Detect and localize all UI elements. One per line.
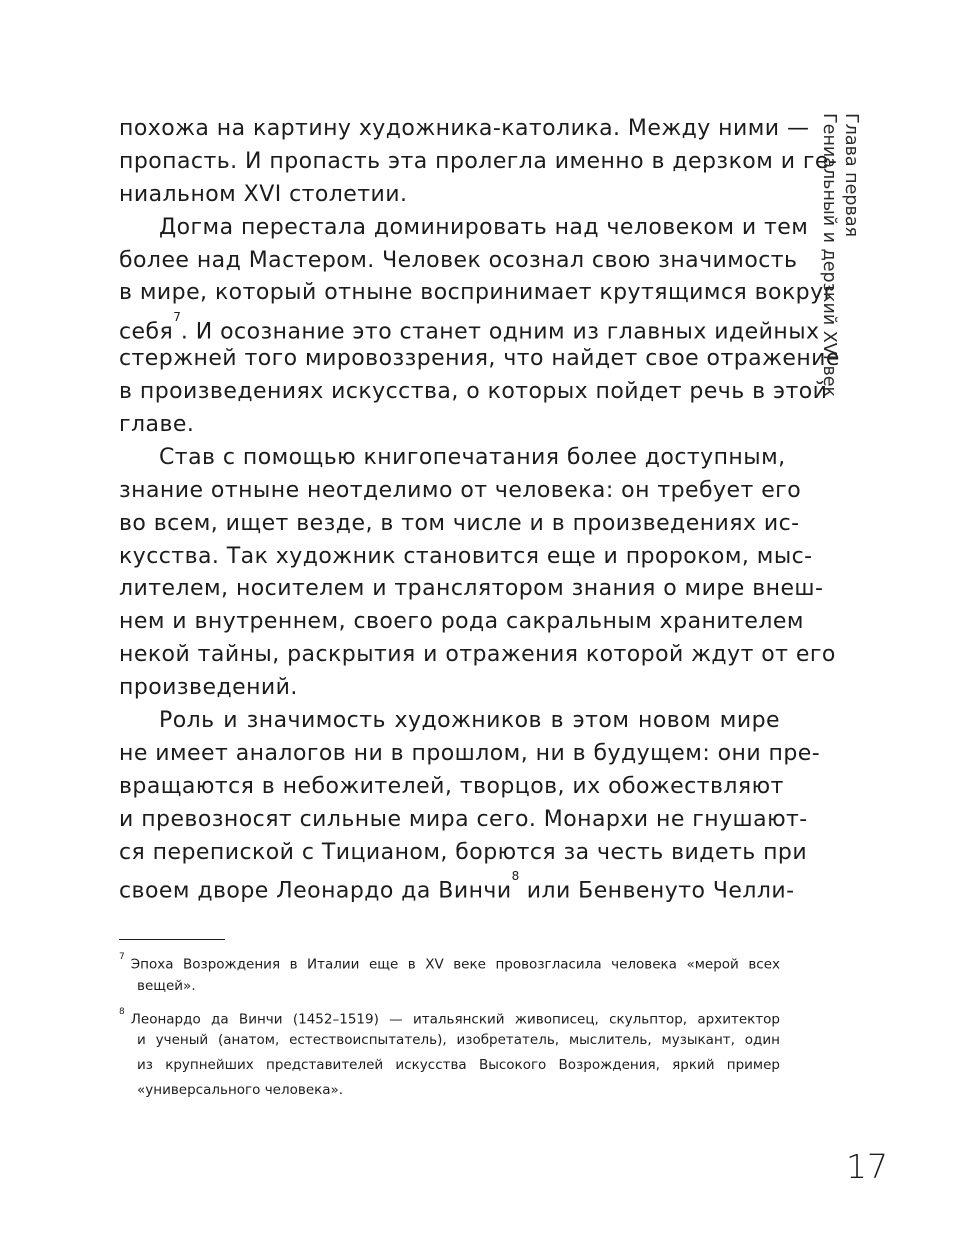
footnote-line: и ученый (анатом, естествоиспытатель), изобретатель, мыслитель, музыкант, один [137,1032,780,1049]
footnote-ref-7[interactable]: 7 [173,310,181,325]
footnote-divider [119,939,225,940]
footnote-text: Леонардо да Винчи (1452–1519) — итальянский живописец, скульптор, архитектор [130,1011,780,1028]
text-line [119,869,795,904]
footnote-number: 7 [119,952,125,962]
footnote-number: 8 [119,1006,125,1017]
text-line [119,310,820,345]
text-line: в произведениях искусства, о которых пойдет речь в этой [119,379,828,405]
footnote-8 [119,1004,780,1103]
text-line: лителем, носителем и транслятором знания о мире внеш- [119,576,824,602]
text-line: в мире, который отныне воспринимает крутящимся вокруг [119,280,836,306]
footnote-line [119,1004,780,1029]
text-fragment: или Бенвенуто Челли- [519,878,795,904]
text-line: вращаются в небожителей, творцов, их обожествляют [119,773,784,799]
footnote-text: Эпоха Возрождения в Италии еще в XV веке провозгласила человека «мерой всех [130,956,780,973]
footnotes [119,949,780,1103]
text-line: кусства. Так художник становится еще и пророком, мыс- [119,543,813,569]
text-line: ниальном XVI столетии. [119,181,408,207]
text-line: похожа на картину художника-католика. Между ними — [119,116,810,141]
paragraph-first-line: Став с помощью книгопечатания более доступным, [159,444,786,470]
paragraph-first-line: Роль и значимость художников в этом новом мире [159,708,780,734]
text-line: некой тайны, раскрытия и отражения которой ждут от его [119,642,836,668]
text-line: произведений. [119,675,298,701]
footnote-line: «универсального человека». [137,1081,344,1098]
footnote-line [119,949,780,974]
footnote-line: вещей». [137,977,196,994]
text-line: более над Мастером. Человек осознал свою значимость [119,247,798,273]
text-fragment: себя [119,319,174,345]
text-line: стержней того мировоззрения, что найдет свое отражение [119,346,840,372]
footnote-ref-8[interactable]: 8 [511,869,520,884]
footnote-7 [119,949,780,999]
text-line: пропасть. И пропасть эта пролегла именно в дерзком и ге- [119,148,838,174]
text-fragment: своем дворе Леонардо да Винчи [119,878,512,904]
text-line: знание отныне неотделимо от человека: он требует его [119,477,802,503]
text-line: не имеет аналогов ни в прошлом, ни в будущем: они пре- [119,740,821,766]
text-line: и превозносят сильные мира сего. Монархи не гнушают- [119,806,808,832]
running-head-chapter: Глава первая [841,113,861,238]
text-line: нем и внутреннем, своего рода сакральным хранителем [119,609,804,635]
text-line: ся перепиской с Тицианом, борются за честь видеть при [119,839,808,865]
paragraph-first-line: Догма перестала доминировать над человеком и тем [159,214,809,240]
page-number: 17 [846,1147,888,1186]
running-head-title: Гениальный и дерзкий XVI век [819,113,839,398]
footnote-line: из крупнейших представителей искусства Высокого Возрождения, яркий пример [137,1057,780,1074]
text-fragment: . И осознание это станет одним из главных идейных [180,319,820,345]
text-line: во всем, ищет везде, в том числе и в произведениях ис- [119,510,800,536]
text-line: главе. [119,412,195,438]
